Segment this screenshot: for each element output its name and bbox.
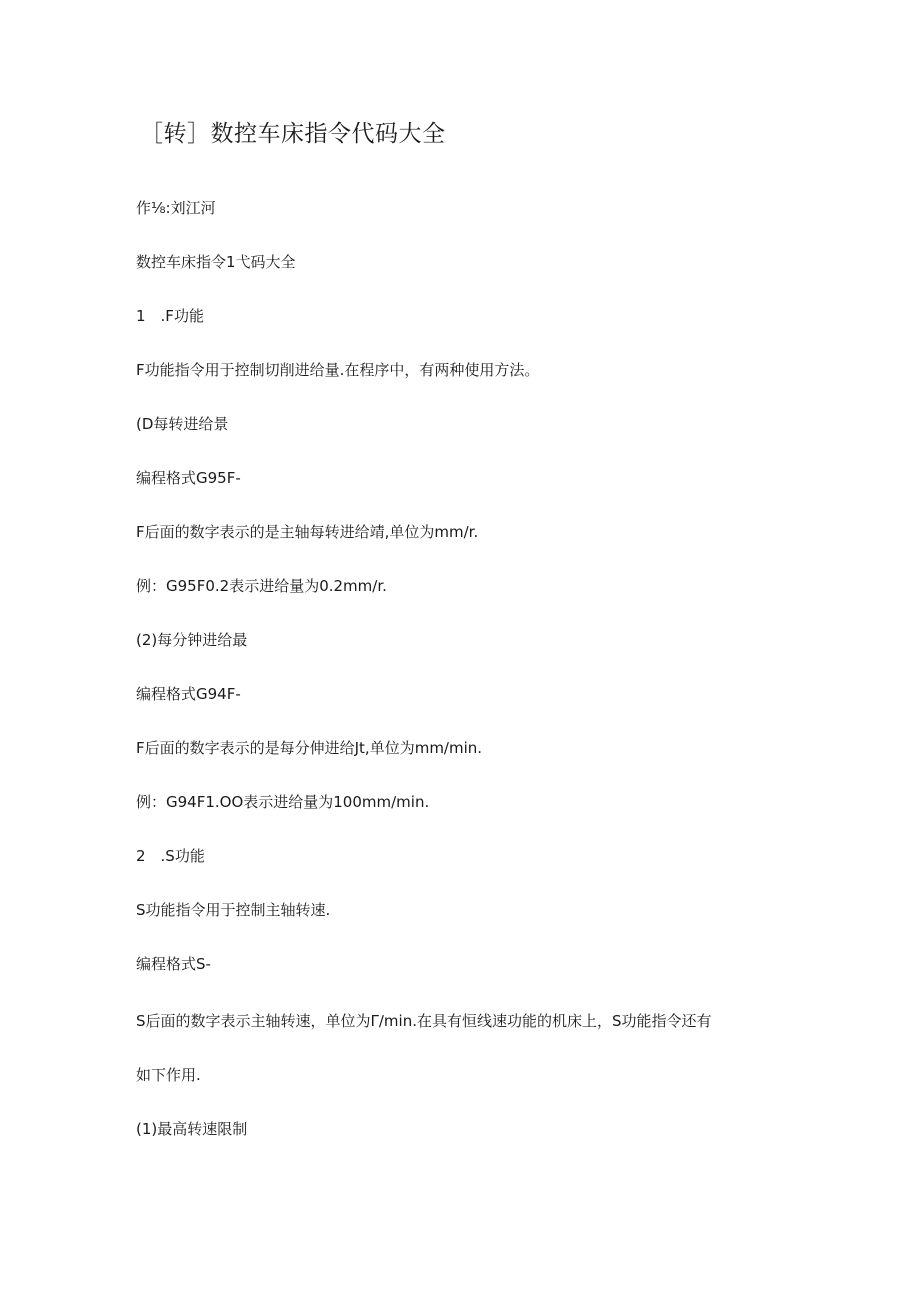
example-line: 例：G94F1.OO表示进给量为100mm∕min. bbox=[136, 793, 430, 811]
example-line: 例：G95F0.2表示进给量为0.2mm∕r. bbox=[136, 577, 387, 595]
paragraph-line: 编程格式G95F- bbox=[136, 469, 241, 487]
paragraph-line: 如下作用. bbox=[136, 1066, 201, 1084]
section-heading-f: 1 .F功能 bbox=[136, 307, 204, 325]
paragraph-line: F后面的数字表示的是主轴每转进给靖,单位为mm∕r. bbox=[136, 523, 479, 541]
paragraph-line: S后面的数字表示主轴转速，单位为Γ∕min.在具有恒线速功能的机床上，S功能指令还有 bbox=[136, 1012, 712, 1030]
paragraph-line: F功能指令用于控制切削进给量.在程序中，有两种使用方法。 bbox=[136, 361, 540, 379]
paragraph-line: 编程格式G94F- bbox=[136, 685, 241, 703]
subheading-line: (D每转进给景 bbox=[136, 415, 229, 433]
document-title: ［转］数控车床指令代码大全 bbox=[140, 121, 446, 147]
paragraph-line: S功能指令用于控制主轴转速. bbox=[136, 901, 331, 919]
paragraph-line: 编程格式S- bbox=[136, 955, 211, 973]
subheading-line: (2)每分钟进给最 bbox=[136, 631, 248, 649]
author-line: 作⅛:刘江河 bbox=[136, 199, 216, 217]
section-heading-s: 2 .S功能 bbox=[136, 847, 205, 865]
subheading-line: (1)最高转速限制 bbox=[136, 1120, 248, 1138]
subtitle-line: 数控车床指令1弋码大全 bbox=[136, 253, 296, 271]
paragraph-line: F后面的数字表示的是每分伸进给Jt,单位为mm∕min. bbox=[136, 739, 483, 757]
